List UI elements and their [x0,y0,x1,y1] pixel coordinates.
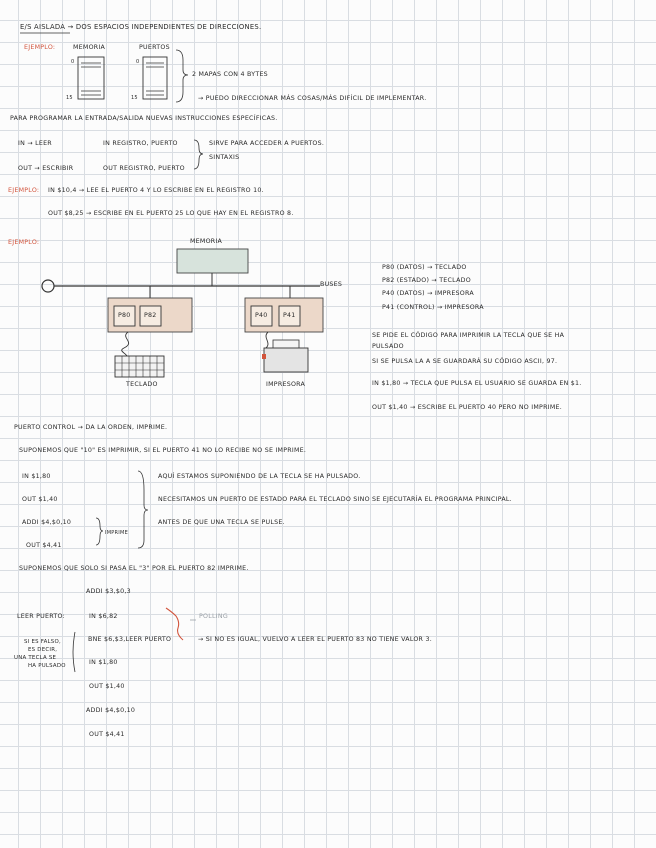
diagram-p80: P80 [118,312,131,319]
title-line: E/S AISLADA → DOS ESPACIOS INDEPENDIENTES DE DIRECCIONES. [20,23,262,31]
prog2-rest-0: IN $1,80 [89,659,118,666]
se-pide-line: SE PIDE EL CÓDIGO PARA IMPRIMIR LA TECLA QUE SE HA [372,332,565,339]
side-note-0: SI ES FALSO, [24,639,61,645]
prog2-rest-3: OUT $4,41 [89,731,125,738]
maps-note: 2 MAPAS CON 4 BYTES [192,71,268,78]
out-rhs: OUT REGISTRO, PUERTO [103,165,185,172]
diagram-p40: P40 [255,312,268,319]
in-130-line: IN $1,80 → TECLA QUE PULSA EL USUARIO SE GUARDA EN $1. [372,380,582,387]
suponemos-line: SUPONEMOS QUE "10" ES IMPRIMIR, SI EL PUERTO 41 NO LO RECIBE NO SE IMPRIME. [19,447,307,454]
diagram-p82: P82 [144,312,157,319]
diagram-memoria: MEMORIA [190,238,223,245]
addr-top-ports: 0 [136,59,140,65]
example-label-1: EJEMPLO: [24,44,56,51]
leer-puerto-label: LEER PUERTO: [17,613,65,620]
note-b: NECESITAMOS UN PUERTO DE ESTADO PARA EL TECLADO SINO SE EJECUTARÍA EL PROGRAMA PRINCIPAL. [158,496,512,503]
prog1-line-1: OUT $1,40 [22,496,58,503]
side-note-2: UNA TECLA SE [14,655,57,661]
example-2-line-1: IN $10,4 → LEE EL PUERTO 4 Y LO ESCRIBE EN EL REGISTRO 10. [48,187,264,194]
port-line-2: P40 (DATOS) → IMPRESORA [382,290,474,297]
imprime-note: IMPRIME [105,530,128,536]
puertos-label: PUERTOS [139,44,170,51]
diagram-impresora: IMPRESORA [266,381,306,388]
out-lhs: OUT → ESCRIBIR [18,165,74,172]
si-pulsa-line: SI SE PULSA LA A SE GUARDARÁ SU CÓDIGO ASCII, 97. [372,358,558,365]
maps-note-2: → PUEDO DIRECCIONAR MÁS COSAS/MÁS DIFÍCIL DE IMPLEMENTAR. [198,95,427,102]
side-note-1: ES DECIR, [28,647,58,653]
prog2-in: IN $6,82 [89,613,118,620]
addr-top-mem: 0 [71,59,75,65]
port-line-1: P82 (ESTADO) → TECLADO [382,277,471,284]
prog2-rest-2: ADDI $4,$0,10 [86,707,136,714]
side-note-3: HA PULSADO [28,663,66,669]
pulsado-line: PULSADO [372,343,404,350]
sintaxis-note: SINTAXIS [209,154,240,161]
sirve-note: SIRVE PARA ACCEDER A PUERTOS. [209,140,325,147]
example-label-3: EJEMPLO: [8,239,40,246]
diagram-p41: P41 [283,312,296,319]
diagram-buses: BUSES [320,281,343,288]
prog2-addi: ADDI $3,$0,3 [86,588,131,595]
port-line-3: P41 (CONTROL) → IMPRESORA [382,304,484,311]
diagram-teclado: TECLADO [126,381,158,388]
in-lhs: IN → LEER [18,140,52,147]
prog1-line-0: IN $1,80 [22,473,51,480]
suponemos-2-line: SUPONEMOS QUE SOLO SI PASA EL "3" POR EL PUERTO 82 IMPRIME. [19,565,249,572]
puerto-control-line: PUERTO CONTROL → DA LA ORDEN, IMPRIME. [14,424,168,431]
example-2-line-2: OUT $8,25 → ESCRIBE EN EL PUERTO 25 LO QUE HAY EN EL REGISTRO 8. [48,210,294,217]
prog2-bne: BNE $6,$3,LEER PUERTO [88,636,172,643]
note-a: AQUÍ ESTAMOS SUPONIENDO DE LA TECLA SE HA PULSADO. [158,473,361,480]
example-label-2: EJEMPLO: [8,187,40,194]
memoria-label: MEMORIA [73,44,106,51]
addr-bottom-ports: 15 [131,95,138,101]
note-c: ANTES DE QUE UNA TECLA SE PULSE. [158,519,285,526]
prog1-line-3: OUT $4,41 [26,542,62,549]
polling-label: POLLING [199,613,228,620]
in-rhs: IN REGISTRO, PUERTO [103,140,178,147]
programar-line: PARA PROGRAMAR LA ENTRADA/SALIDA NUEVAS INSTRUCCIONES ESPECÍFICAS. [10,115,278,122]
prog2-rest-1: OUT $1,40 [89,683,125,690]
addr-bottom-mem: 15 [66,95,73,101]
prog1-line-2: ADDI $4,$0,10 [22,519,72,526]
out-140-line: OUT $1,40 → ESCRIBE EL PUERTO 40 PERO NO IMPRIME. [372,404,562,411]
bne-note: → SI NO ES IGUAL, VUELVO A LEER EL PUERTO 83 NO TIENE VALOR 3. [198,636,432,643]
port-line-0: P80 (DATOS) → TECLADO [382,264,467,271]
